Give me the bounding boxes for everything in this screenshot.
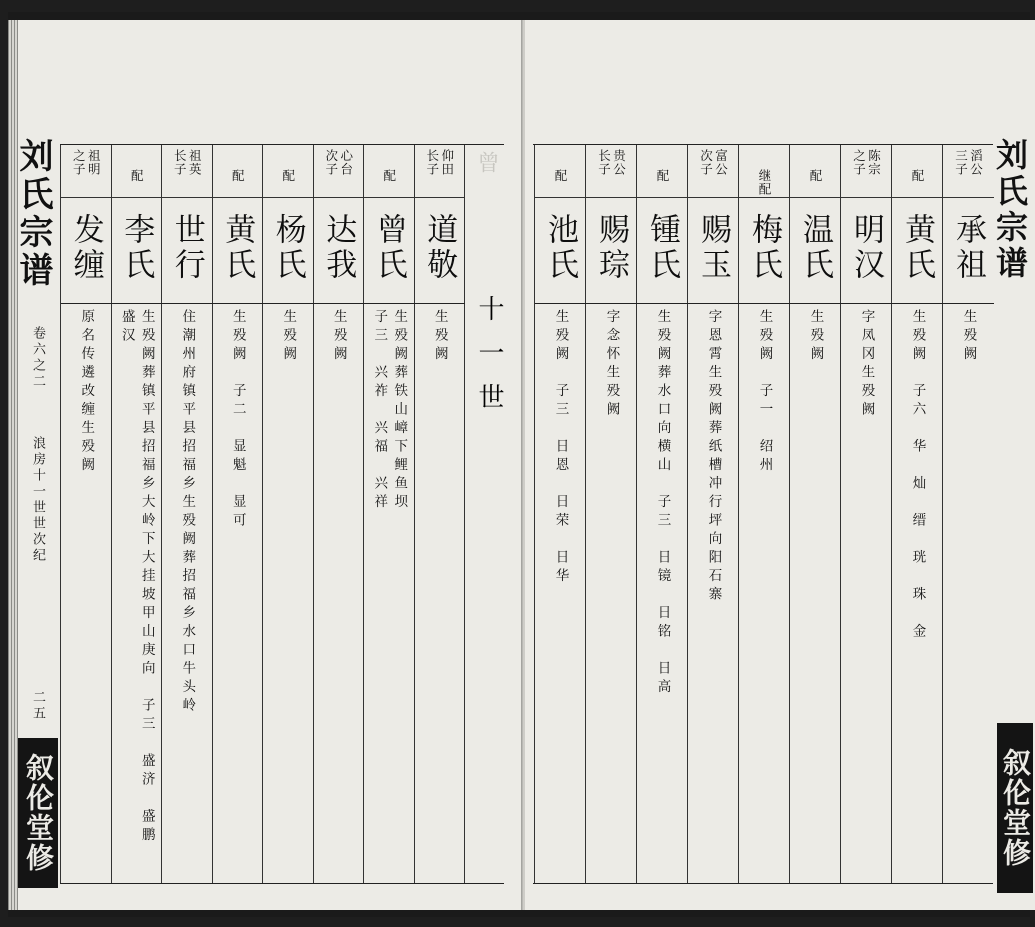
record-relation <box>213 145 264 198</box>
note-line: 生殁阙葬铁山嶂下鲤鱼坝 <box>391 309 408 513</box>
record-notes <box>637 309 688 877</box>
left-page-spine <box>13 138 58 898</box>
relation-text: 配 <box>553 169 568 183</box>
relation-text: 长子 <box>424 149 440 176</box>
note-line: 字恩霄生殁阙葬纸槽冲行坪向阳石寨 <box>705 309 722 605</box>
record-name-cell <box>263 193 314 304</box>
record-column <box>789 145 841 883</box>
record-relation <box>637 145 688 198</box>
record-notes <box>943 309 994 877</box>
record-relation <box>314 145 365 198</box>
spine-hall: 叙伦堂修 <box>22 753 55 873</box>
record-notes <box>892 309 943 877</box>
record-relation <box>892 145 943 198</box>
record-notes <box>213 309 264 877</box>
record-column <box>313 145 365 883</box>
relation-text: 富公 <box>713 149 729 176</box>
relation-text: 仰田 <box>439 149 455 176</box>
relation-text: 配 <box>381 169 397 183</box>
relation-text: 次子 <box>698 149 714 176</box>
record-name-cell <box>61 193 112 304</box>
spine-page-number: 二五 <box>30 690 45 722</box>
record-relation <box>688 145 739 198</box>
record-column <box>363 145 415 883</box>
note-line: 字凤冈生殁阙 <box>858 309 875 420</box>
relation-text: 次子 <box>323 149 339 176</box>
generation-column <box>464 145 505 883</box>
record-relation <box>415 145 466 198</box>
person-name: 锺氏 <box>644 213 680 283</box>
note-line: 生殁阙葬水口向横山 子三 日镜 日铭 日高 <box>654 309 671 698</box>
relation-text: 三子 <box>953 149 969 176</box>
relation-text: 继配 <box>757 169 772 196</box>
person-name: 杨氏 <box>269 213 306 283</box>
person-name: 承祖 <box>950 213 986 283</box>
book-spread <box>8 12 1030 917</box>
record-name-cell <box>586 193 637 304</box>
record-name-cell <box>637 193 688 304</box>
relation-text: 配 <box>230 169 246 183</box>
record-relation <box>364 145 415 198</box>
note-line: 生殁阙葬镇平县招福乡大岭下大挂坡甲山庚向 子三 盛济 盛鹏 <box>138 309 155 846</box>
record-relation <box>61 145 112 198</box>
record-name-cell <box>213 193 264 304</box>
person-name: 赐琮 <box>593 213 629 283</box>
record-notes <box>263 309 314 877</box>
record-notes <box>112 309 163 877</box>
ghost-bleed-text: 曾 <box>474 151 499 173</box>
note-line: 生殁阙 <box>431 309 448 365</box>
record-notes <box>162 309 213 877</box>
record-name-cell <box>112 193 163 304</box>
record-name-cell <box>841 193 892 304</box>
relation-text: 滔公 <box>968 149 984 176</box>
person-name: 温氏 <box>797 213 833 283</box>
note-line: 生殁阙 <box>330 309 347 365</box>
relation-text: 之子 <box>71 149 87 176</box>
spine-hall-block <box>18 738 58 888</box>
record-notes <box>688 309 739 877</box>
note-line: 生殁阙 子六 华 灿 缙 珖 珠 金 <box>909 309 926 642</box>
record-column <box>60 145 112 883</box>
record-column <box>111 145 163 883</box>
record-notes <box>61 309 112 877</box>
right-genealogy-grid <box>533 144 993 884</box>
person-name: 道敬 <box>421 213 458 283</box>
relation-text: 长子 <box>596 149 612 176</box>
note-line: 盛汉 <box>118 309 135 346</box>
relation-text: 配 <box>910 169 925 183</box>
record-relation <box>841 145 892 198</box>
record-notes <box>364 309 415 877</box>
left-page <box>13 20 523 910</box>
note-line: 生殁阙 <box>807 309 824 365</box>
record-relation <box>162 145 213 198</box>
generation-label: 十一世 <box>474 295 504 427</box>
record-name-cell <box>415 193 466 304</box>
relation-text: 之子 <box>851 149 867 176</box>
record-notes <box>535 309 586 877</box>
record-column <box>891 145 943 883</box>
relation-text: 配 <box>280 169 296 183</box>
person-name: 梅氏 <box>746 213 782 283</box>
record-name-cell <box>790 193 841 304</box>
relation-text: 祖英 <box>187 149 203 176</box>
record-column <box>738 145 790 883</box>
person-name: 明汉 <box>848 213 884 283</box>
record-column <box>534 145 586 883</box>
record-column <box>687 145 739 883</box>
record-column <box>636 145 688 883</box>
note-line: 生殁阙 <box>960 309 977 365</box>
person-name: 世行 <box>168 213 205 283</box>
record-relation <box>535 145 586 198</box>
note-line: 生殁阙 子三 日恩 日荣 日华 <box>552 309 569 587</box>
record-name-cell <box>892 193 943 304</box>
right-page-spine <box>991 138 1033 898</box>
relation-text: 陈宗 <box>866 149 882 176</box>
record-column <box>840 145 892 883</box>
record-notes <box>314 309 365 877</box>
record-column <box>414 145 466 883</box>
relation-text: 配 <box>129 169 145 183</box>
spine-title: 刘氏宗谱 <box>991 138 1029 282</box>
person-name: 黄氏 <box>219 213 256 283</box>
spine-hall: 叙伦堂修 <box>999 748 1032 868</box>
record-column <box>262 145 314 883</box>
note-line: 原名传遴改缠生殁阙 <box>78 309 95 476</box>
person-name: 池氏 <box>542 213 578 283</box>
record-notes <box>790 309 841 877</box>
record-column <box>585 145 637 883</box>
note-line: 住潮州府镇平县招福乡生殁阙葬招福乡水口牛头岭 <box>179 309 196 716</box>
record-relation <box>263 145 314 198</box>
right-page <box>525 20 1035 910</box>
person-name: 黄氏 <box>899 213 935 283</box>
left-genealogy-grid <box>60 144 504 884</box>
record-name-cell <box>314 193 365 304</box>
relation-text: 长子 <box>172 149 188 176</box>
record-relation <box>790 145 841 198</box>
record-name-cell <box>688 193 739 304</box>
note-line: 生殁阙 子二 显魁 显可 <box>229 309 246 531</box>
person-name: 达我 <box>320 213 357 283</box>
record-relation <box>586 145 637 198</box>
record-relation <box>112 145 163 198</box>
relation-text: 心台 <box>338 149 354 176</box>
person-name: 赐玉 <box>695 213 731 283</box>
relation-text: 贵公 <box>611 149 627 176</box>
spine-volume: 卷六之二 <box>30 326 45 390</box>
record-column <box>161 145 213 883</box>
relation-text: 配 <box>808 169 823 183</box>
relation-text: 祖明 <box>86 149 102 176</box>
spine-title: 刘氏宗谱 <box>13 138 53 290</box>
record-name-cell <box>739 193 790 304</box>
note-line: 子三 兴祚 兴福 兴祥 <box>371 309 388 513</box>
record-notes <box>415 309 466 877</box>
note-line: 生殁阙 子一 绍州 <box>756 309 773 476</box>
record-notes <box>739 309 790 877</box>
record-name-cell <box>535 193 586 304</box>
record-notes <box>586 309 637 877</box>
relation-text: 配 <box>655 169 670 183</box>
note-line: 字念怀生殁阙 <box>603 309 620 420</box>
record-name-cell <box>364 193 415 304</box>
spine-section: 浪房十一世世次纪 <box>30 436 45 564</box>
record-name-cell <box>162 193 213 304</box>
person-name: 发缠 <box>67 213 104 283</box>
record-column <box>212 145 264 883</box>
record-relation <box>739 145 790 198</box>
record-notes <box>841 309 892 877</box>
person-name: 李氏 <box>118 213 155 283</box>
note-line: 生殁阙 <box>280 309 297 365</box>
spine-hall-block <box>997 723 1033 893</box>
person-name: 曾氏 <box>370 213 407 283</box>
